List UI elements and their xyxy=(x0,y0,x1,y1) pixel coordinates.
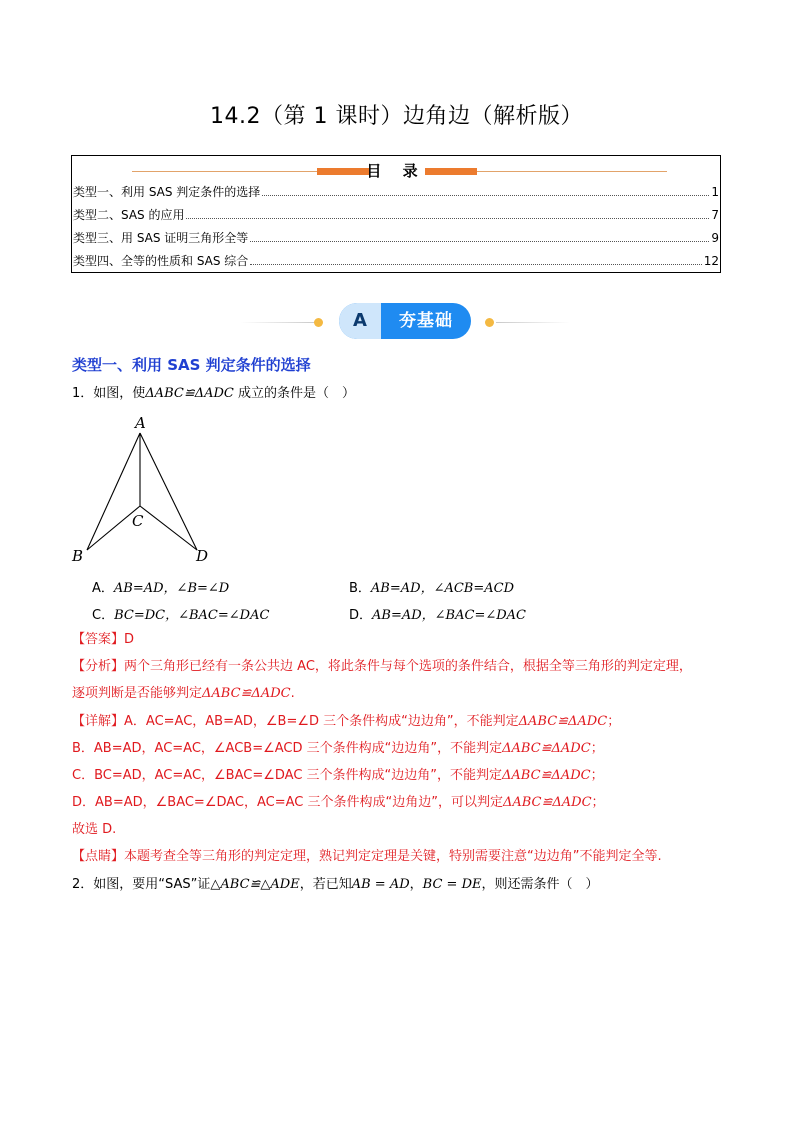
toc-item-label: 类型二、SAS 的应用 xyxy=(73,208,185,222)
option-b[interactable] xyxy=(349,577,514,596)
toc-item-label: 类型三、用 SAS 证明三角形全等 xyxy=(73,231,249,245)
detail-math: ΔABC≌ΔADC xyxy=(502,741,591,756)
level-badge-letter: A xyxy=(339,303,381,339)
toc-item-page: 1 xyxy=(711,185,719,199)
question-math: ΔABC≌ΔADC xyxy=(145,386,234,401)
detail-tag: 【详解】 xyxy=(72,714,125,729)
toc-item[interactable] xyxy=(73,183,719,201)
segment-ab xyxy=(87,433,140,550)
segment-ad xyxy=(140,433,197,550)
detail-math: ΔABC≌ΔADC xyxy=(518,714,608,729)
analysis-text: 逐项判断是否能够判定 xyxy=(72,686,203,701)
toc-item[interactable] xyxy=(73,252,719,270)
detail-end: ； xyxy=(590,768,604,783)
answer-value: D xyxy=(124,632,135,647)
option-key: C． xyxy=(92,608,115,623)
label-a: A xyxy=(135,414,146,432)
option-text: AB=AD，∠B=∠D xyxy=(113,581,230,596)
toc-item-page: 12 xyxy=(703,254,719,268)
detail-line-d xyxy=(72,794,605,812)
banner-line-right xyxy=(496,322,570,323)
level-badge-label: 夯基础 xyxy=(399,311,453,331)
label-b: B xyxy=(72,547,84,565)
answer-tag: 【答案】 xyxy=(72,632,125,647)
detail-text: B．AB=AD，AC=AC，∠ACB=∠ACD 三个条件构成“边边角”，不能判定 xyxy=(72,741,503,756)
detail-text: D．AB=AD，∠BAC=∠DAC，AC=AC 三个条件构成“边角边”，可以判定 xyxy=(72,795,503,810)
question-text: ，则还需条件（ ） xyxy=(481,877,599,892)
detail-conclusion: 故选 D. xyxy=(72,822,117,837)
option-text: AB=AD，∠BAC=∠DAC xyxy=(372,608,526,623)
analysis-line-2 xyxy=(72,685,295,703)
triangle-figure xyxy=(70,410,215,570)
detail-math: ΔABC≌ΔADC xyxy=(502,795,592,810)
toc-leader xyxy=(250,263,701,265)
question-text: 成立的条件是（ ） xyxy=(238,386,356,401)
toc-item[interactable] xyxy=(73,229,719,247)
comment-text: 本题考查全等三角形的判定定理，熟记判定定理是关键，特别需要注意“边边角”不能判定全等. xyxy=(124,849,662,864)
option-key: B． xyxy=(349,581,371,596)
question-text: 如图，使 xyxy=(93,386,146,401)
section-heading: 类型一、利用 SAS 判定条件的选择 xyxy=(72,356,311,374)
toc-item[interactable] xyxy=(73,206,719,224)
banner-dot-left xyxy=(314,318,323,327)
question-math: AB = AD xyxy=(351,877,410,892)
option-text: AB=AD，∠ACB=ACD xyxy=(370,581,514,596)
comment-tag: 【点睛】 xyxy=(72,849,125,864)
banner-line-left xyxy=(240,322,316,323)
banner-dot-right xyxy=(485,318,494,327)
detail-line-c xyxy=(72,767,604,785)
toc-header xyxy=(72,159,720,181)
option-a[interactable] xyxy=(92,577,229,596)
detail-text: C．BC=AD，AC=AC，∠BAC=∠DAC 三个条件构成“边边角”，不能判定 xyxy=(72,768,503,783)
toc-item-label: 类型四、全等的性质和 SAS 综合 xyxy=(73,254,249,268)
table-of-contents xyxy=(71,155,721,273)
question-1-stem xyxy=(72,385,355,403)
level-badge xyxy=(339,303,471,339)
analysis-text: . xyxy=(290,686,295,701)
toc-leader xyxy=(186,217,709,219)
detail-end: ； xyxy=(607,714,621,729)
option-text: BC=DC，∠BAC=∠DAC xyxy=(114,608,270,623)
toc-item-page: 7 xyxy=(711,208,719,222)
analysis-math: ΔABC≌ΔADC xyxy=(202,686,291,701)
toc-item-label: 类型一、利用 SAS 判定条件的选择 xyxy=(73,185,261,199)
detail-end: ； xyxy=(590,741,604,756)
page-title: 14.2（第 1 课时）边角边（解析版） xyxy=(210,104,583,129)
question-math: △ABC≌△ADE xyxy=(210,877,300,892)
question-number: 2． xyxy=(72,877,94,892)
question-2-stem xyxy=(72,876,599,894)
option-c[interactable] xyxy=(92,604,269,623)
toc-item-page: 9 xyxy=(711,231,719,245)
analysis-tag: 【分析】 xyxy=(72,659,125,674)
toc-leader xyxy=(262,194,709,196)
toc-title: 目 录 xyxy=(366,162,426,180)
question-text: 如图，要用“SAS”证 xyxy=(93,877,211,892)
label-d: D xyxy=(196,547,209,565)
segment-dc xyxy=(140,506,197,550)
question-text: ， xyxy=(409,877,423,892)
detail-line-a xyxy=(72,713,620,731)
answer-line xyxy=(72,631,134,649)
option-d[interactable] xyxy=(349,604,526,623)
detail-line-b xyxy=(72,740,604,758)
detail-math: ΔABC≌ΔADC xyxy=(502,768,591,783)
section-banner xyxy=(240,301,570,341)
comment-line xyxy=(72,848,662,866)
analysis-line-1 xyxy=(72,658,692,676)
question-text: ，若已知 xyxy=(299,877,352,892)
detail-text: A．AC=AC，AB=AD，∠B=∠D 三个条件构成“边边角”，不能判定 xyxy=(124,714,519,729)
question-number: 1． xyxy=(72,386,94,401)
analysis-text: 两个三角形已经有一条公共边 AC，将此条件与每个选项的条件结合，根据全等三角形的判定定理， xyxy=(124,659,692,674)
detail-end: ； xyxy=(591,795,605,810)
label-c: C xyxy=(132,512,144,530)
toc-leader xyxy=(250,240,709,242)
option-key: A． xyxy=(92,581,114,596)
question-math: BC = DE xyxy=(422,877,482,892)
option-key: D． xyxy=(349,608,373,623)
